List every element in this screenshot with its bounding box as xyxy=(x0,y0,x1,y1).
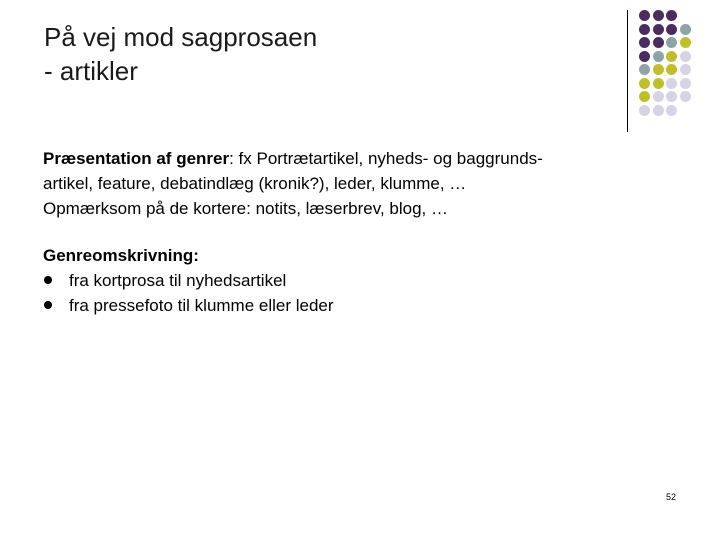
bullet-dot-icon xyxy=(44,276,52,284)
decorative-dot xyxy=(653,10,664,21)
decorative-dot xyxy=(680,37,691,48)
decorative-dot xyxy=(653,51,664,62)
genre-presentation-line1: : fx Portrætartikel, nyheds- og baggrunds- xyxy=(229,149,543,168)
list-item xyxy=(43,268,663,293)
list-item-text: fra kortprosa til nyhedsartikel xyxy=(69,271,287,290)
decorative-dot xyxy=(680,91,691,102)
slide-body xyxy=(43,146,663,318)
title-line-2: - artikler xyxy=(44,56,138,86)
decorative-dot xyxy=(653,37,664,48)
decorative-dot-grid xyxy=(639,10,719,120)
decorative-dot xyxy=(639,105,650,116)
decorative-dot xyxy=(680,24,691,35)
bullet-dot-icon xyxy=(44,301,52,309)
decorative-dot xyxy=(639,51,650,62)
decorative-dot xyxy=(666,10,677,21)
decorative-dot xyxy=(639,78,650,89)
genre-rewriting-heading: Genreomskrivning: xyxy=(43,246,199,265)
page-number: 52 xyxy=(665,492,676,502)
decorative-dot xyxy=(639,91,650,102)
genre-presentation-label: Præsentation af genrer xyxy=(43,149,230,168)
decorative-dot xyxy=(666,64,677,75)
list-item xyxy=(43,293,663,318)
decorative-dot xyxy=(666,91,677,102)
short-genres-line: Opmærksom på de kortere: notits, læserbrev, blog, … xyxy=(43,199,449,218)
decorative-dot xyxy=(639,10,650,21)
decorative-dot xyxy=(680,78,691,89)
genre-rewriting-list xyxy=(43,268,663,318)
decorative-dot xyxy=(680,64,691,75)
decorative-dot xyxy=(639,37,650,48)
vertical-divider xyxy=(627,10,628,132)
decorative-dot xyxy=(666,51,677,62)
genre-presentation-line2: artikel, feature, debatindlæg (kronik?), leder, klumme, … xyxy=(43,174,467,193)
decorative-dot xyxy=(639,64,650,75)
decorative-dot xyxy=(653,64,664,75)
spacer xyxy=(43,221,663,243)
decorative-dot xyxy=(680,51,691,62)
decorative-dot xyxy=(666,37,677,48)
genre-presentation-paragraph xyxy=(43,146,663,221)
title-line-1: På vej mod sagprosaen xyxy=(44,22,318,52)
decorative-dot xyxy=(653,78,664,89)
decorative-dot xyxy=(666,24,677,35)
decorative-dot xyxy=(639,24,650,35)
slide-title xyxy=(44,20,604,88)
decorative-dot xyxy=(653,91,664,102)
decorative-dot xyxy=(653,24,664,35)
decorative-dot xyxy=(653,105,664,116)
list-item-text: fra pressefoto til klumme eller leder xyxy=(69,296,334,315)
decorative-dot xyxy=(666,78,677,89)
decorative-dot xyxy=(666,105,677,116)
